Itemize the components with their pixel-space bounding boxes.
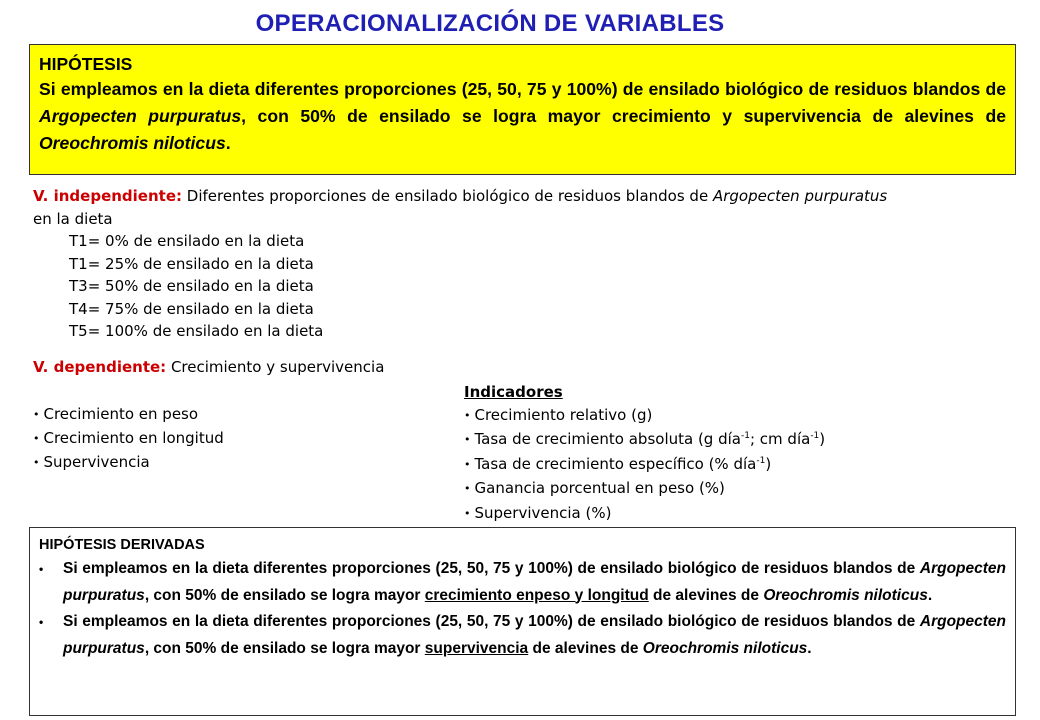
superscript: -1 [740, 431, 750, 441]
indicator-item: • Supervivencia (%) [464, 502, 825, 527]
indicator-text: Tasa de crecimiento específico (% día [474, 454, 757, 473]
derived-hypothesis-item [39, 609, 1006, 662]
treatment-item: T4= 75% de ensilado en la dieta [69, 299, 314, 318]
derived-text-part: , con 50% de ensilado se logra mayor [144, 586, 425, 604]
derived-hypothesis-text [63, 609, 1006, 662]
species-name: Oreochromis niloticus [763, 586, 928, 604]
bullet-icon: • [39, 562, 44, 576]
indicators-heading: Indicadores [464, 383, 563, 401]
page-title: OPERACIONALIZACIÓN DE VARIABLES [255, 10, 725, 37]
superscript: -1 [810, 431, 820, 441]
species-name: Oreochromis niloticus [39, 133, 226, 153]
species-name: Argopecten purpuratus [39, 106, 242, 126]
dependent-variable-label: V. dependiente: [33, 358, 167, 376]
species-name: Argopecten purpuratus [63, 613, 1006, 657]
derived-text-part: . [927, 586, 933, 604]
treatment-item: T3= 50% de ensilado en la dieta [69, 277, 314, 295]
bullet-icon: • [39, 615, 44, 629]
indicator-item [464, 428, 825, 453]
dependent-variable [33, 356, 633, 379]
dimension-item: • Crecimiento en peso [33, 403, 224, 427]
indicator-text: ) [819, 430, 826, 448]
underlined-variable: crecimiento enpeso y longitud [424, 586, 649, 604]
treatment-item: T1= 25% de ensilado en la dieta [69, 254, 314, 273]
independent-variable-text: Diferentes proporciones de ensilado biológico de residuos blandos de [182, 187, 713, 205]
independent-variable-label: V. independiente: [33, 187, 182, 205]
treatment-list [69, 230, 893, 343]
indicator-text: Tasa de crecimiento absoluta (g día [474, 430, 741, 448]
derived-text-part: de alevines de [648, 586, 764, 604]
indicator-item [464, 453, 825, 478]
indicator-text: ; cm día [749, 430, 811, 448]
derived-text-part: de alevines de [528, 639, 643, 657]
hypothesis-text-part: , con 50% de ensilado se logra mayor crecimiento y supervivencia de alevines de [241, 106, 1006, 126]
hypothesis-box [29, 44, 1016, 175]
dependent-variable-text: Crecimiento y supervivencia [166, 358, 385, 376]
derived-hypothesis-text [63, 556, 1006, 609]
indicator-item: • Ganancia porcentual en peso (%) [464, 477, 825, 502]
hypothesis-text [39, 76, 1006, 157]
derived-hypothesis-item [39, 556, 1006, 609]
species-name: Oreochromis niloticus [642, 639, 808, 657]
derived-hypotheses-box [29, 527, 1016, 716]
underlined-variable: supervivencia [424, 639, 529, 657]
indicator-list [464, 381, 825, 526]
species-name: Argopecten purpuratus [712, 187, 888, 205]
indicator-item: • Crecimiento relativo (g) [464, 404, 825, 429]
species-name: Argopecten purpuratus [63, 560, 1006, 604]
treatment-item: T1= 0% de ensilado en la dieta [69, 232, 305, 250]
hypothesis-heading: HIPÓTESIS [39, 54, 133, 74]
dimension-item: • Supervivencia [33, 451, 224, 475]
independent-variable-text: en la dieta [33, 209, 113, 228]
hypothesis-text-part: Si empleamos en la dieta diferentes proporciones (25, 50, 75 y 100%) de ensilado biológico de residuos blandos de [39, 79, 1006, 99]
derived-text-part: Si empleamos en la dieta diferentes proporciones (25, 50, 75 y 100%) de ensilado biológico de residuos blandos de [63, 613, 920, 630]
superscript: -1 [756, 455, 766, 466]
treatment-item: T5= 100% de ensilado en la dieta [69, 322, 324, 340]
hypothesis-text-part: . [225, 133, 231, 153]
derived-text-part: Si empleamos en la dieta diferentes proporciones (25, 50, 75 y 100%) de ensilado biológico de residuos blandos de [63, 560, 920, 577]
dimension-list [33, 403, 224, 475]
derived-hypotheses-heading: HIPÓTESIS DERIVADAS [39, 537, 205, 553]
derived-text-part: . [807, 639, 812, 657]
independent-variable [33, 185, 893, 343]
independent-variable-definition [33, 185, 893, 230]
derived-text-part: , con 50% de ensilado se logra mayor [144, 639, 425, 657]
dimension-item: • Crecimiento en longitud [33, 427, 224, 451]
indicator-text: ) [765, 454, 772, 473]
